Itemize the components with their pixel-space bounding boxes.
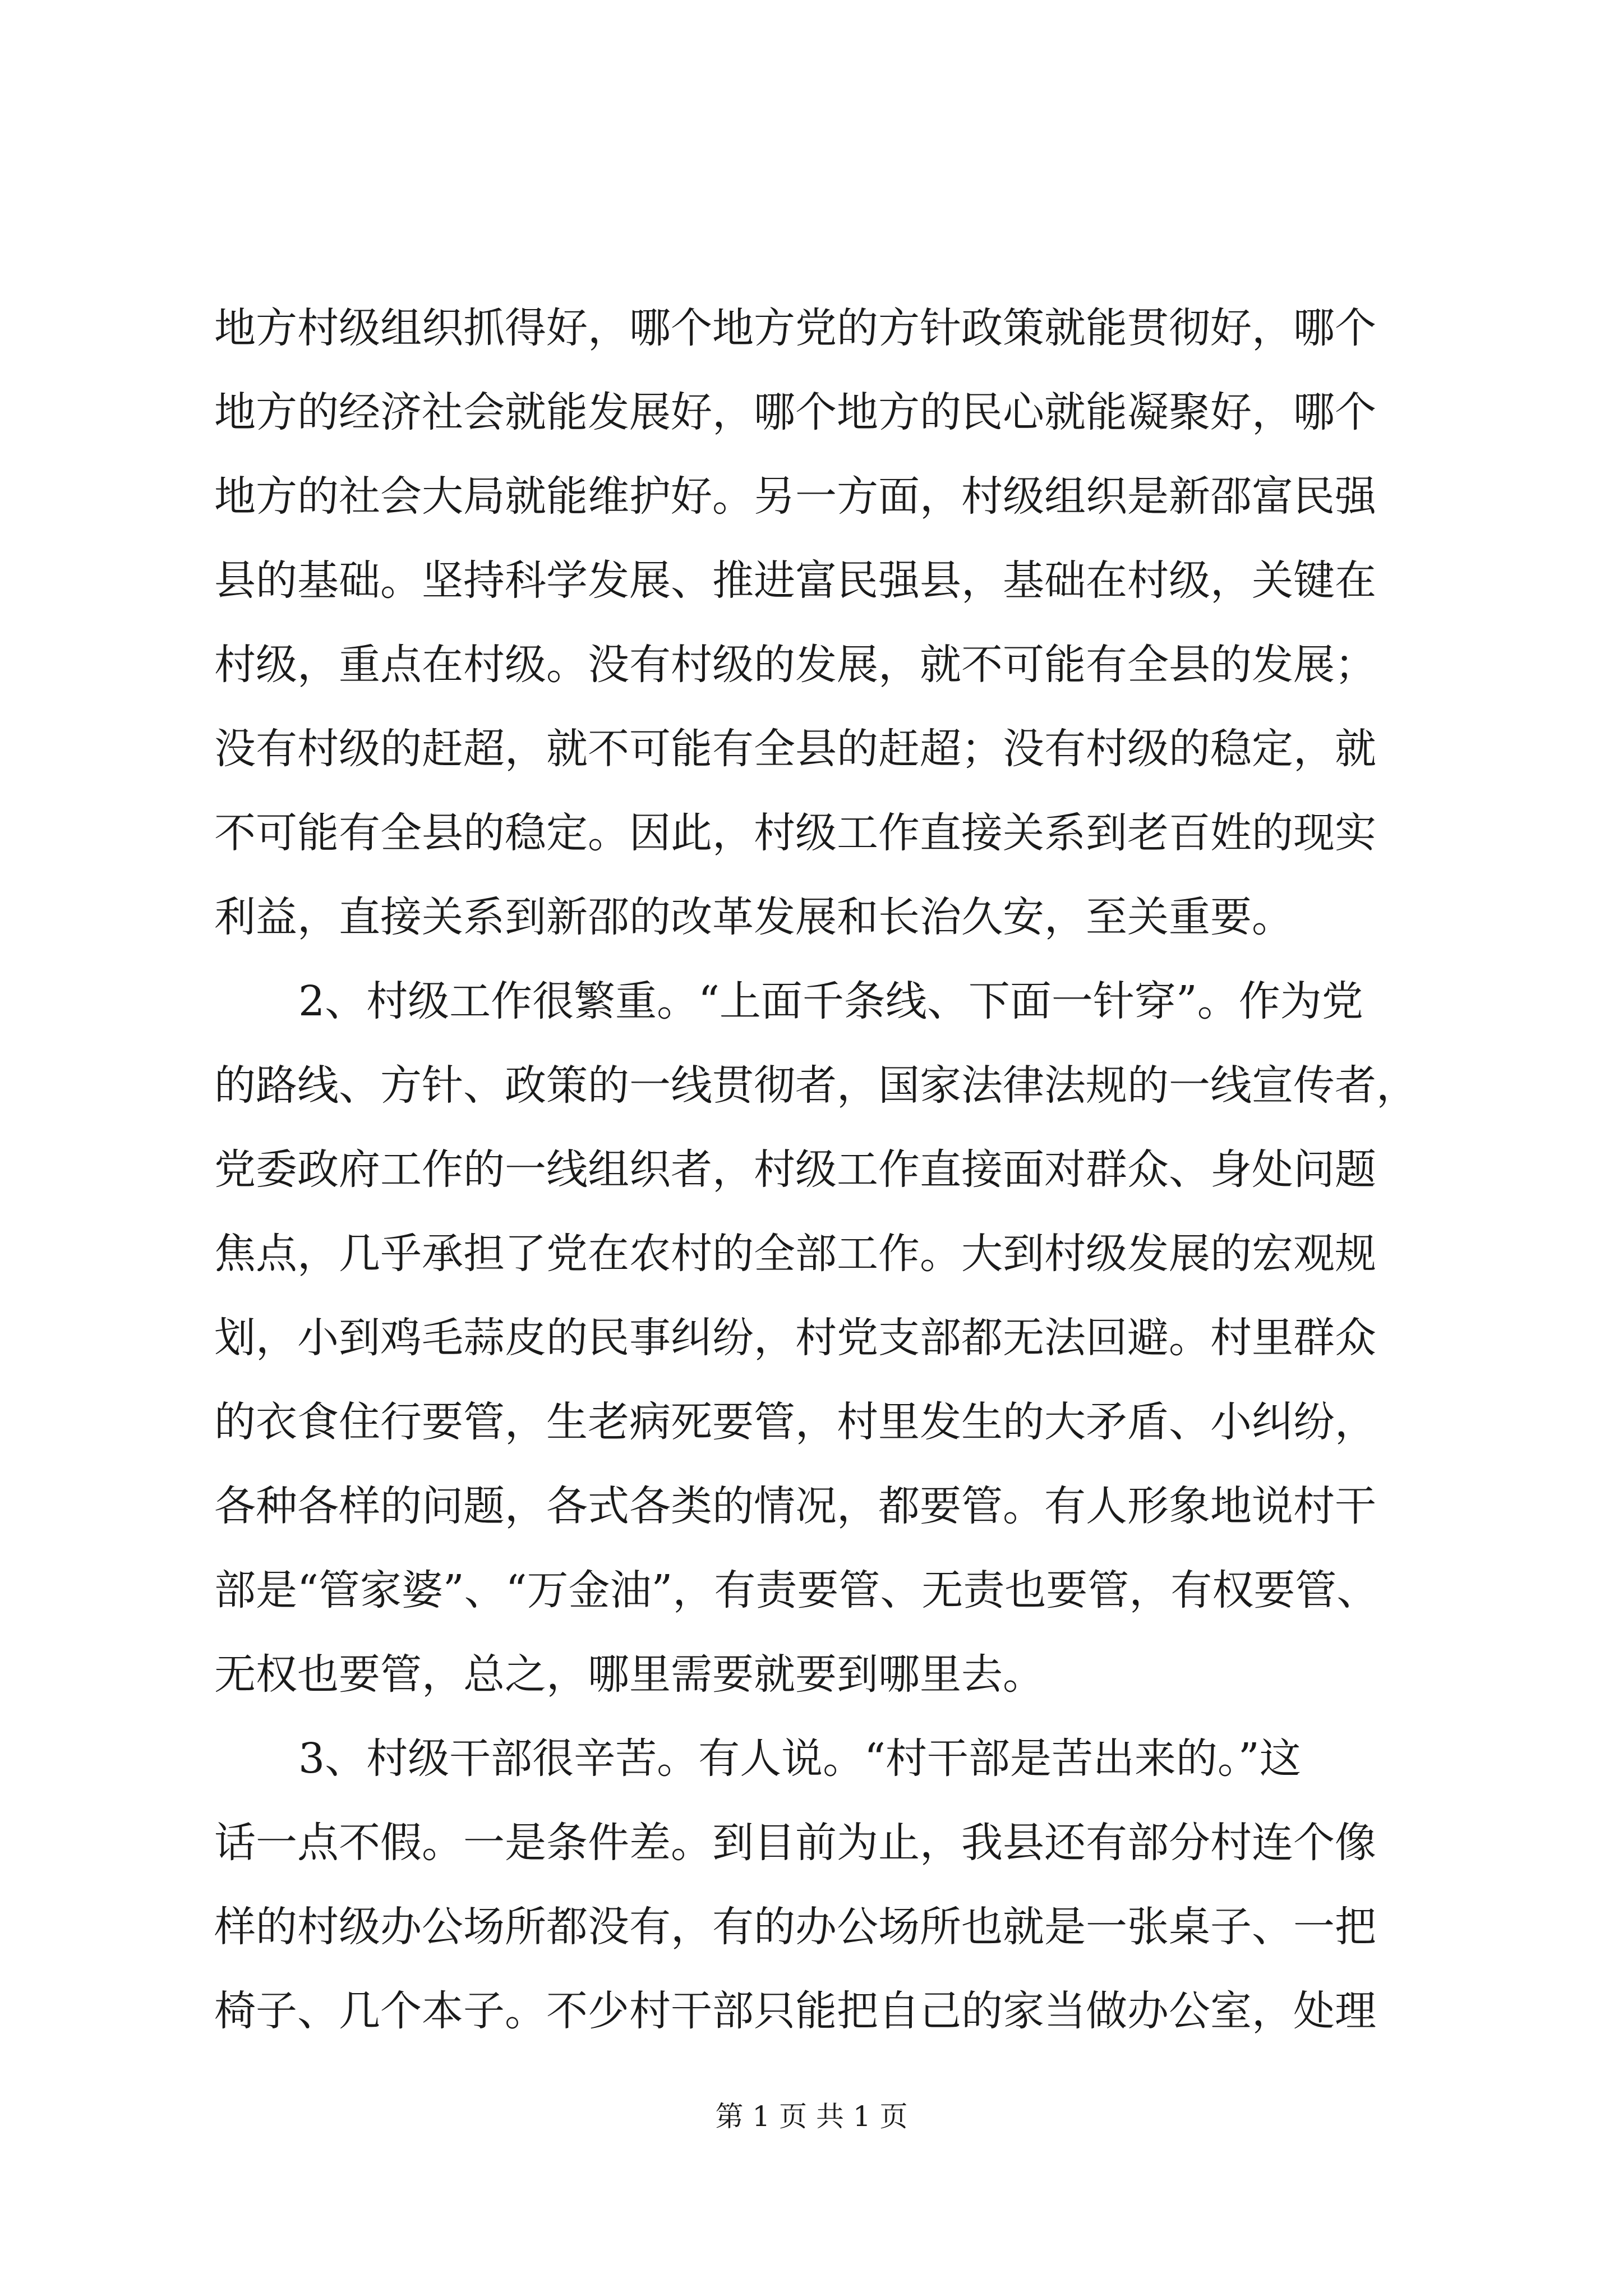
page-number: 第 1 页 共 1 页 bbox=[715, 2100, 908, 2133]
text-line: 部是“管家婆”、“万金油”，有责要管、无责也要管，有权要管、 bbox=[214, 1566, 1378, 1614]
text-line: 的衣食住行要管，生老病死要管，村里发生的大矛盾、小纠纷， bbox=[214, 1398, 1376, 1446]
text-line: 的路线、方针、政策的一线贯彻者，国家法律法规的一线宣传者， bbox=[214, 1061, 1418, 1110]
text-line: 各种各样的问题，各式各类的情况，都要管。有人形象地说村干 bbox=[214, 1482, 1376, 1530]
paragraph bbox=[214, 286, 1431, 959]
text-line: 利益，直接关系到新邵的改革发展和长治久安，至关重要。 bbox=[214, 893, 1293, 941]
text-line: 话一点不假。一是条件差。到目前为止，我县还有部分村连个像 bbox=[214, 1819, 1376, 1867]
paragraph bbox=[214, 1717, 1431, 2053]
text-line: 不可能有全县的稳定。因此，村级工作直接关系到老百姓的现实 bbox=[214, 809, 1376, 857]
text-line: 3、村级干部很辛苦。有人说。“村干部是苦出来的。”这 bbox=[298, 1734, 1301, 1783]
text-line: 2、村级工作很繁重。“上面千条线、下面一针穿”。作为党 bbox=[298, 977, 1363, 1025]
text-line: 划，小到鸡毛蒜皮的民事纠纷，村党支部都无法回避。村里群众 bbox=[214, 1314, 1376, 1362]
text-line: 椅子、几个本子。不少村干部只能把自己的家当做办公室，处理 bbox=[214, 1987, 1376, 2035]
document-body bbox=[214, 286, 1431, 2053]
text-line: 地方村级组织抓得好，哪个地方党的方针政策就能贯彻好，哪个 bbox=[214, 304, 1376, 352]
text-line: 村级，重点在村级。没有村级的发展，就不可能有全县的发展； bbox=[214, 641, 1376, 689]
text-line: 无权也要管，总之，哪里需要就要到哪里去。 bbox=[214, 1650, 1044, 1699]
paragraph bbox=[214, 959, 1431, 1717]
text-line: 焦点，几乎承担了党在农村的全部工作。大到村级发展的宏观规 bbox=[214, 1230, 1376, 1278]
text-line: 地方的经济社会就能发展好，哪个地方的民心就能凝聚好，哪个 bbox=[214, 388, 1376, 436]
text-line: 没有村级的赶超，就不可能有全县的赶超；没有村级的稳定，就 bbox=[214, 725, 1376, 773]
text-line: 县的基础。坚持科学发展、推进富民强县，基础在村级，关键在 bbox=[214, 556, 1376, 605]
text-line: 样的村级办公场所都没有，有的办公场所也就是一张桌子、一把 bbox=[214, 1903, 1376, 1951]
text-line: 地方的社会大局就能维护好。另一方面，村级组织是新邵富民强 bbox=[214, 472, 1376, 521]
text-line: 党委政府工作的一线组织者，村级工作直接面对群众、身处问题 bbox=[214, 1145, 1376, 1194]
